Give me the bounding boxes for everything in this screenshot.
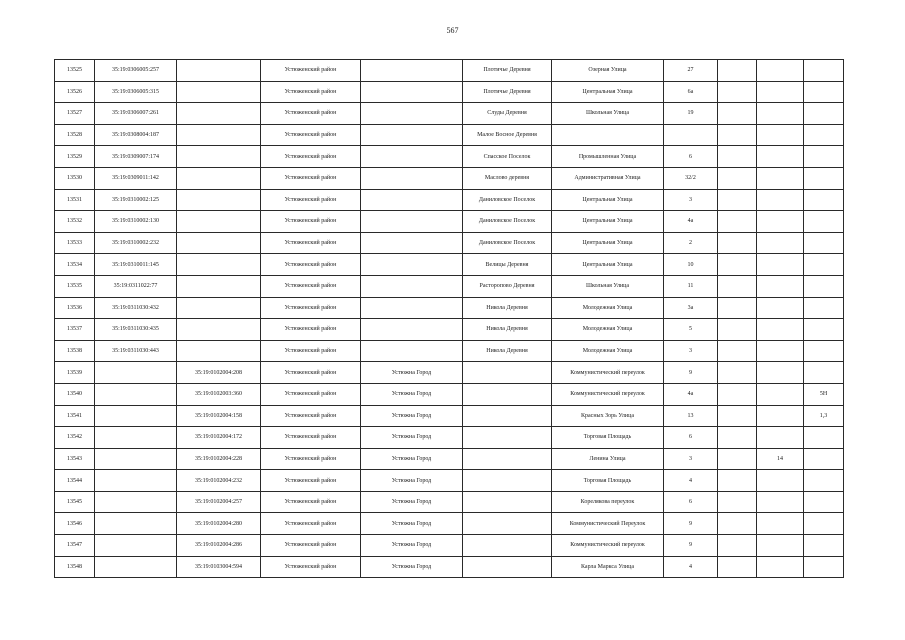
settlement-cell	[463, 470, 552, 492]
building-cell	[718, 535, 757, 557]
settlement-cell	[463, 383, 552, 405]
premises-cell	[804, 319, 844, 341]
building-cell	[718, 254, 757, 276]
building-cell	[718, 297, 757, 319]
building-cell	[718, 470, 757, 492]
city-cell	[361, 232, 463, 254]
cadastral-number-cell: 35:19:0310002:125	[95, 189, 177, 211]
street-cell: Школьная Улица	[552, 275, 664, 297]
city-cell	[361, 103, 463, 125]
structure-cell	[757, 513, 804, 535]
premises-cell	[804, 103, 844, 125]
building-cell	[718, 362, 757, 384]
house-cell: 13	[664, 405, 718, 427]
building-cadastral-cell	[177, 232, 261, 254]
house-cell: 3	[664, 340, 718, 362]
row-number-cell: 13528	[55, 124, 95, 146]
cadastral-number-cell	[95, 470, 177, 492]
row-number-cell: 13525	[55, 60, 95, 82]
street-cell: Коммунистический Переулок	[552, 513, 664, 535]
house-cell: 6	[664, 146, 718, 168]
house-cell: 6	[664, 427, 718, 449]
city-cell: Устюжна Город	[361, 491, 463, 513]
house-cell: 9	[664, 535, 718, 557]
structure-cell	[757, 340, 804, 362]
structure-cell	[757, 470, 804, 492]
city-cell	[361, 275, 463, 297]
row-number-cell: 13548	[55, 556, 95, 578]
district-cell: Устюженский район	[261, 491, 361, 513]
building-cell	[718, 319, 757, 341]
street-cell: Коммунистический переулок	[552, 362, 664, 384]
cadastral-number-cell	[95, 383, 177, 405]
house-cell: 4а	[664, 383, 718, 405]
premises-cell	[804, 297, 844, 319]
street-cell: Школьная Улица	[552, 103, 664, 125]
cadastral-number-cell	[95, 362, 177, 384]
city-cell: Устюжна Город	[361, 383, 463, 405]
building-cadastral-cell: 35:19:0103004:594	[177, 556, 261, 578]
building-cell	[718, 81, 757, 103]
house-cell: 9	[664, 513, 718, 535]
building-cadastral-cell	[177, 275, 261, 297]
premises-cell	[804, 60, 844, 82]
settlement-cell: Даниловское Поселок	[463, 189, 552, 211]
city-cell	[361, 211, 463, 233]
city-cell: Устюжна Город	[361, 470, 463, 492]
table-row	[55, 211, 844, 233]
premises-cell	[804, 81, 844, 103]
house-cell: 4	[664, 556, 718, 578]
street-cell: Молодежная Улица	[552, 340, 664, 362]
structure-cell	[757, 254, 804, 276]
district-cell: Устюженский район	[261, 470, 361, 492]
premises-cell: 5Н	[804, 383, 844, 405]
street-cell: Коммунистический переулок	[552, 535, 664, 557]
settlement-cell: Плотичье Деревня	[463, 81, 552, 103]
cadastral-number-cell: 35:19:0311030:432	[95, 297, 177, 319]
building-cadastral-cell	[177, 146, 261, 168]
row-number-cell: 13544	[55, 470, 95, 492]
settlement-cell: Даниловское Поселок	[463, 211, 552, 233]
structure-cell	[757, 405, 804, 427]
city-cell	[361, 124, 463, 146]
building-cadastral-cell: 35:19:0102004:158	[177, 405, 261, 427]
premises-cell	[804, 427, 844, 449]
structure-cell	[757, 362, 804, 384]
row-number-cell: 13534	[55, 254, 95, 276]
row-number-cell: 13540	[55, 383, 95, 405]
building-cell	[718, 60, 757, 82]
cadastral-number-cell: 35:19:0308004:187	[95, 124, 177, 146]
cadastral-number-cell: 35:19:0310002:130	[95, 211, 177, 233]
premises-cell	[804, 211, 844, 233]
building-cadastral-cell: 35:19:0102004:232	[177, 470, 261, 492]
city-cell	[361, 146, 463, 168]
building-cadastral-cell	[177, 60, 261, 82]
city-cell: Устюжна Город	[361, 535, 463, 557]
district-cell: Устюженский район	[261, 405, 361, 427]
premises-cell	[804, 362, 844, 384]
row-number-cell: 13535	[55, 275, 95, 297]
table-row	[55, 513, 844, 535]
street-cell: Озерная Улица	[552, 60, 664, 82]
city-cell: Устюжна Город	[361, 427, 463, 449]
street-cell: Административная Улица	[552, 167, 664, 189]
premises-cell: 1,3	[804, 405, 844, 427]
cadastral-number-cell	[95, 491, 177, 513]
table-row	[55, 405, 844, 427]
cadastral-number-cell	[95, 556, 177, 578]
house-cell: 19	[664, 103, 718, 125]
settlement-cell: Спасское Поселок	[463, 146, 552, 168]
district-cell: Устюженский район	[261, 211, 361, 233]
row-number-cell: 13547	[55, 535, 95, 557]
district-cell: Устюженский район	[261, 448, 361, 470]
building-cadastral-cell: 35:19:0102003:360	[177, 383, 261, 405]
table-row	[55, 383, 844, 405]
row-number-cell: 13543	[55, 448, 95, 470]
table-row	[55, 167, 844, 189]
city-cell	[361, 319, 463, 341]
building-cadastral-cell	[177, 189, 261, 211]
structure-cell	[757, 491, 804, 513]
table-row	[55, 60, 844, 82]
page-number: 567	[446, 26, 459, 35]
table-body	[55, 60, 844, 578]
house-cell: 27	[664, 60, 718, 82]
building-cadastral-cell: 35:19:0102004:208	[177, 362, 261, 384]
table-row	[55, 189, 844, 211]
row-number-cell: 13542	[55, 427, 95, 449]
house-cell	[664, 124, 718, 146]
building-cell	[718, 211, 757, 233]
house-cell: 9	[664, 362, 718, 384]
cadastral-number-cell: 35:19:0306005:257	[95, 60, 177, 82]
building-cadastral-cell	[177, 211, 261, 233]
building-cell	[718, 232, 757, 254]
premises-cell	[804, 340, 844, 362]
building-cell	[718, 124, 757, 146]
structure-cell	[757, 556, 804, 578]
row-number-cell: 13532	[55, 211, 95, 233]
row-number-cell: 13537	[55, 319, 95, 341]
settlement-cell	[463, 427, 552, 449]
street-cell: Ленина Улица	[552, 448, 664, 470]
structure-cell	[757, 189, 804, 211]
building-cadastral-cell	[177, 103, 261, 125]
building-cell	[718, 340, 757, 362]
settlement-cell	[463, 448, 552, 470]
settlement-cell: Даниловское Поселок	[463, 232, 552, 254]
district-cell: Устюженский район	[261, 232, 361, 254]
building-cadastral-cell: 35:19:0102004:286	[177, 535, 261, 557]
house-cell: 5	[664, 319, 718, 341]
district-cell: Устюженский район	[261, 340, 361, 362]
structure-cell	[757, 232, 804, 254]
row-number-cell: 13541	[55, 405, 95, 427]
cadastral-number-cell	[95, 405, 177, 427]
settlement-cell: Малое Восное Деревня	[463, 124, 552, 146]
cadastral-number-cell	[95, 427, 177, 449]
table-row	[55, 319, 844, 341]
table-row	[55, 362, 844, 384]
table-row	[55, 556, 844, 578]
table-row	[55, 427, 844, 449]
building-cadastral-cell: 35:19:0102004:257	[177, 491, 261, 513]
building-cadastral-cell: 35:19:0102004:280	[177, 513, 261, 535]
district-cell: Устюженский район	[261, 297, 361, 319]
house-cell: 6а	[664, 81, 718, 103]
district-cell: Устюженский район	[261, 60, 361, 82]
house-cell: 10	[664, 254, 718, 276]
table-row	[55, 232, 844, 254]
building-cell	[718, 275, 757, 297]
cadastral-number-cell: 35:19:0310002:232	[95, 232, 177, 254]
row-number-cell: 13536	[55, 297, 95, 319]
structure-cell	[757, 535, 804, 557]
house-cell: 4	[664, 470, 718, 492]
street-cell: Торговая Площадь	[552, 427, 664, 449]
row-number-cell: 13527	[55, 103, 95, 125]
premises-cell	[804, 124, 844, 146]
premises-cell	[804, 448, 844, 470]
district-cell: Устюженский район	[261, 427, 361, 449]
structure-cell	[757, 383, 804, 405]
premises-cell	[804, 491, 844, 513]
building-cell	[718, 103, 757, 125]
city-cell	[361, 189, 463, 211]
building-cadastral-cell: 35:19:0102004:172	[177, 427, 261, 449]
building-cell	[718, 556, 757, 578]
street-cell: Красных Зорь Улица	[552, 405, 664, 427]
structure-cell	[757, 146, 804, 168]
row-number-cell: 13526	[55, 81, 95, 103]
city-cell	[361, 340, 463, 362]
premises-cell	[804, 254, 844, 276]
building-cadastral-cell	[177, 297, 261, 319]
city-cell: Устюжна Город	[361, 448, 463, 470]
structure-cell	[757, 319, 804, 341]
street-cell: Центральная Улица	[552, 81, 664, 103]
settlement-cell	[463, 513, 552, 535]
cadastral-number-cell	[95, 535, 177, 557]
street-cell: Карла Маркса Улица	[552, 556, 664, 578]
row-number-cell: 13533	[55, 232, 95, 254]
city-cell: Устюжна Город	[361, 513, 463, 535]
house-cell: 3а	[664, 297, 718, 319]
building-cell	[718, 448, 757, 470]
building-cell	[718, 189, 757, 211]
table-row	[55, 254, 844, 276]
district-cell: Устюженский район	[261, 146, 361, 168]
city-cell	[361, 167, 463, 189]
district-cell: Устюженский район	[261, 275, 361, 297]
row-number-cell: 13530	[55, 167, 95, 189]
table-row	[55, 448, 844, 470]
street-cell: Промышленная Улица	[552, 146, 664, 168]
premises-cell	[804, 556, 844, 578]
structure-cell: 14	[757, 448, 804, 470]
structure-cell	[757, 211, 804, 233]
table-row	[55, 103, 844, 125]
cadastral-number-cell: 35:19:0311022:77	[95, 275, 177, 297]
city-cell	[361, 81, 463, 103]
premises-cell	[804, 146, 844, 168]
settlement-cell: Никола Деревня	[463, 319, 552, 341]
settlement-cell: Велицы Деревня	[463, 254, 552, 276]
row-number-cell: 13538	[55, 340, 95, 362]
district-cell: Устюженский район	[261, 81, 361, 103]
table-row	[55, 275, 844, 297]
structure-cell	[757, 427, 804, 449]
settlement-cell	[463, 556, 552, 578]
district-cell: Устюженский район	[261, 189, 361, 211]
building-cadastral-cell	[177, 319, 261, 341]
cadastral-number-cell	[95, 513, 177, 535]
building-cell	[718, 167, 757, 189]
table-row	[55, 124, 844, 146]
street-cell: Торговая Площадь	[552, 470, 664, 492]
cadastral-number-cell: 35:19:0306005:315	[95, 81, 177, 103]
building-cadastral-cell	[177, 167, 261, 189]
cadastral-number-cell	[95, 448, 177, 470]
district-cell: Устюженский район	[261, 103, 361, 125]
settlement-cell	[463, 491, 552, 513]
row-number-cell: 13529	[55, 146, 95, 168]
table-row	[55, 491, 844, 513]
house-cell: 32/2	[664, 167, 718, 189]
premises-cell	[804, 232, 844, 254]
building-cadastral-cell	[177, 254, 261, 276]
premises-cell	[804, 535, 844, 557]
row-number-cell: 13531	[55, 189, 95, 211]
district-cell: Устюженский район	[261, 535, 361, 557]
settlement-cell: Никола Деревня	[463, 340, 552, 362]
building-cadastral-cell	[177, 124, 261, 146]
city-cell	[361, 297, 463, 319]
city-cell: Устюжна Город	[361, 556, 463, 578]
street-cell: Молодежная Улица	[552, 297, 664, 319]
city-cell	[361, 254, 463, 276]
structure-cell	[757, 275, 804, 297]
city-cell: Устюжна Город	[361, 405, 463, 427]
cadastral-number-cell: 35:19:0311030:443	[95, 340, 177, 362]
district-cell: Устюженский район	[261, 124, 361, 146]
table-row	[55, 470, 844, 492]
row-number-cell: 13546	[55, 513, 95, 535]
structure-cell	[757, 297, 804, 319]
cadastral-number-cell: 35:19:0309007:174	[95, 146, 177, 168]
street-cell	[552, 124, 664, 146]
structure-cell	[757, 60, 804, 82]
premises-cell	[804, 189, 844, 211]
building-cell	[718, 427, 757, 449]
settlement-cell	[463, 535, 552, 557]
street-cell: Коммунистический переулок	[552, 383, 664, 405]
city-cell	[361, 60, 463, 82]
cadastral-number-cell: 35:19:0311030:435	[95, 319, 177, 341]
row-number-cell: 13545	[55, 491, 95, 513]
settlement-cell	[463, 405, 552, 427]
premises-cell	[804, 275, 844, 297]
table-row	[55, 297, 844, 319]
structure-cell	[757, 167, 804, 189]
building-cell	[718, 513, 757, 535]
district-cell: Устюженский район	[261, 167, 361, 189]
settlement-cell	[463, 362, 552, 384]
street-cell: Корелякова переулок	[552, 491, 664, 513]
district-cell: Устюженский район	[261, 254, 361, 276]
street-cell: Центральная Улица	[552, 189, 664, 211]
building-cell	[718, 491, 757, 513]
house-cell: 3	[664, 189, 718, 211]
street-cell: Молодежная Улица	[552, 319, 664, 341]
building-cell	[718, 405, 757, 427]
settlement-cell: Маслово деревня	[463, 167, 552, 189]
building-cell	[718, 383, 757, 405]
street-cell: Центральная Улица	[552, 254, 664, 276]
cadastral-number-cell: 35:19:0310011:145	[95, 254, 177, 276]
table-row	[55, 81, 844, 103]
settlement-cell: Никола Деревня	[463, 297, 552, 319]
settlement-cell: Слуды Деревня	[463, 103, 552, 125]
table-row	[55, 146, 844, 168]
row-number-cell: 13539	[55, 362, 95, 384]
settlement-cell: Плотичье Деревня	[463, 60, 552, 82]
table-row	[55, 535, 844, 557]
district-cell: Устюженский район	[261, 383, 361, 405]
house-cell: 6	[664, 491, 718, 513]
building-cadastral-cell	[177, 81, 261, 103]
premises-cell	[804, 167, 844, 189]
district-cell: Устюженский район	[261, 513, 361, 535]
structure-cell	[757, 103, 804, 125]
premises-cell	[804, 470, 844, 492]
city-cell: Устюжна Город	[361, 362, 463, 384]
structure-cell	[757, 81, 804, 103]
house-cell: 4а	[664, 211, 718, 233]
street-cell: Центральная Улица	[552, 211, 664, 233]
registry-table	[54, 59, 844, 578]
house-cell: 3	[664, 448, 718, 470]
district-cell: Устюженский район	[261, 362, 361, 384]
house-cell: 2	[664, 232, 718, 254]
building-cell	[718, 146, 757, 168]
cadastral-number-cell: 35:19:0309011:142	[95, 167, 177, 189]
house-cell: 11	[664, 275, 718, 297]
district-cell: Устюженский район	[261, 319, 361, 341]
district-cell: Устюженский район	[261, 556, 361, 578]
structure-cell	[757, 124, 804, 146]
cadastral-number-cell: 35:19:0306007:261	[95, 103, 177, 125]
table-row	[55, 340, 844, 362]
street-cell: Центральная Улица	[552, 232, 664, 254]
building-cadastral-cell: 35:19:0102004:228	[177, 448, 261, 470]
settlement-cell: Расторопово Деревня	[463, 275, 552, 297]
building-cadastral-cell	[177, 340, 261, 362]
premises-cell	[804, 513, 844, 535]
